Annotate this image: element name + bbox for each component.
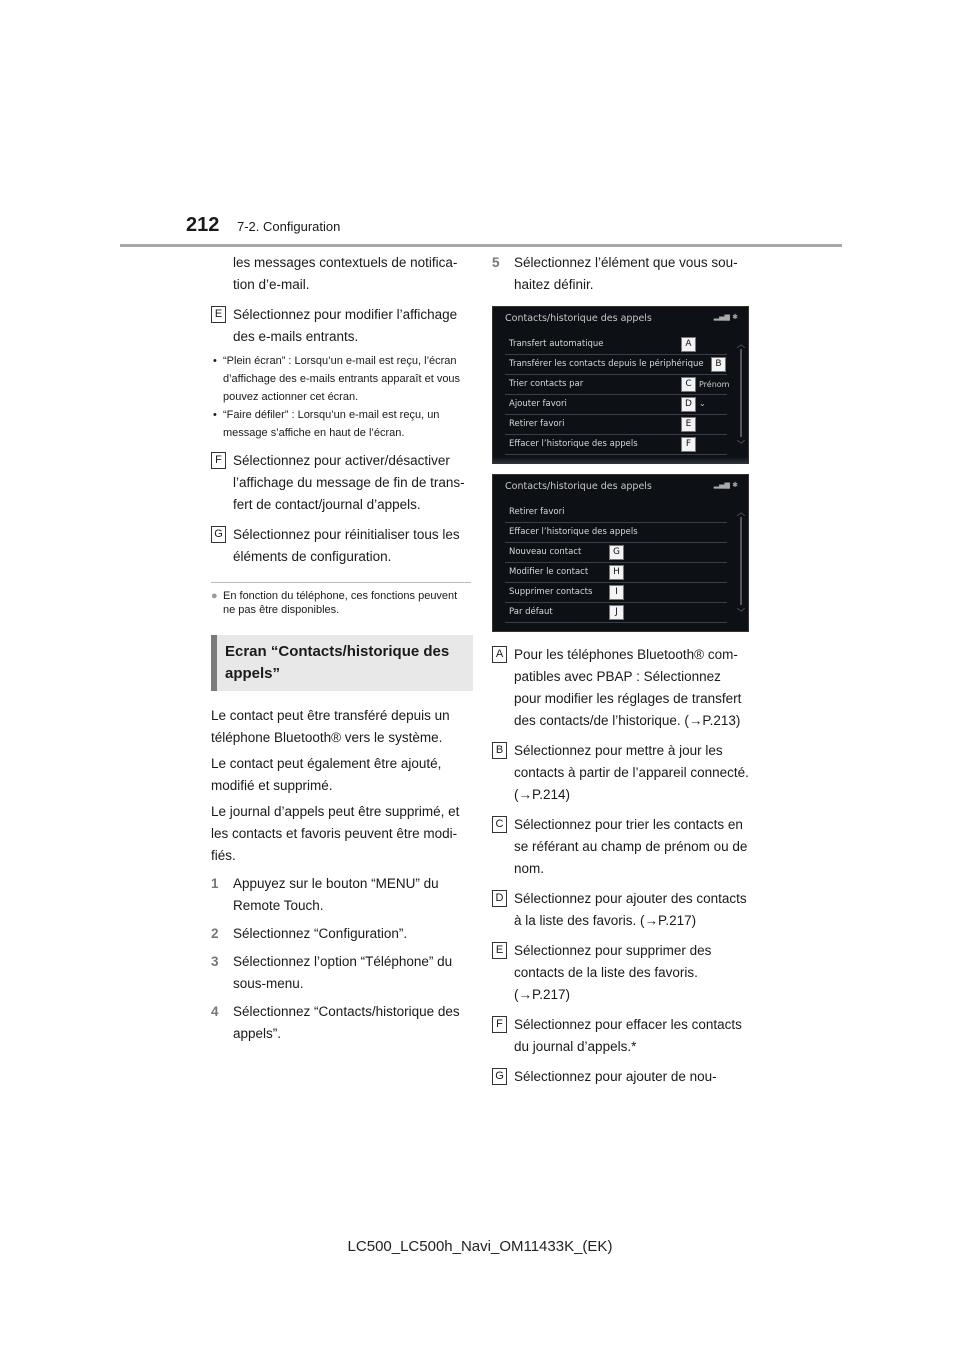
- step-4: [211, 1001, 471, 1045]
- callout-tag: H: [609, 565, 624, 580]
- item-a: [492, 644, 750, 732]
- chevron-down-icon[interactable]: ﹀: [737, 608, 745, 617]
- callout-tag: J: [609, 605, 624, 620]
- signal-bluetooth-icon: ▂▄▆ ✱: [713, 313, 738, 321]
- note: [211, 589, 471, 617]
- menu-row[interactable]: [505, 583, 727, 603]
- screen-bottom-bar: [493, 457, 748, 463]
- menu-row[interactable]: [505, 503, 727, 523]
- row-label: Par défaut: [509, 607, 553, 617]
- right-column: [492, 252, 750, 1088]
- callout-tag: F: [681, 437, 696, 452]
- label-d: D: [492, 890, 507, 907]
- item-g: [211, 524, 471, 568]
- step-text: Sélectionnez “Contacts/historique des appels”.: [233, 1004, 460, 1041]
- step-text: Sélectionnez “Configuration”.: [233, 926, 408, 941]
- callout-tag: G: [609, 545, 624, 560]
- step-5: [492, 252, 750, 296]
- screen-title: Contacts/historique des appels: [505, 313, 652, 324]
- left-column: [211, 252, 471, 1045]
- item-f-right: [492, 1014, 750, 1058]
- label-e: E: [492, 942, 507, 959]
- item-c-text: Sélectionnez pour trier les contacts en se référant au champ de prénom ou de nom.: [514, 817, 748, 876]
- label-g: G: [211, 526, 226, 543]
- menu-row[interactable]: [505, 335, 727, 355]
- item-b-text: Sélectionnez pour mettre à jour les contacts à partir de l’appareil connecté. (→P.214): [514, 743, 749, 802]
- item-d-text: Sélectionnez pour ajouter des contacts à la liste des favoris. (→P.217): [514, 891, 747, 928]
- bullet-item: • “Plein écran” : Lorsqu’un e-mail est reçu, l’écran d’affichage des e-mails entrants apparaît et vous pouvez actionner cet écran.: [211, 352, 471, 406]
- label-e: E: [211, 306, 226, 323]
- item-g-right: [492, 1066, 750, 1088]
- callout-tag: D: [681, 397, 696, 412]
- scrollbar[interactable]: [740, 517, 742, 605]
- step-2: [211, 923, 471, 945]
- screenshot-contacts-2: [492, 474, 749, 632]
- page-number: 212: [186, 214, 220, 236]
- note-block: [211, 582, 471, 617]
- item-d: [492, 888, 750, 932]
- item-e-text: Sélectionnez pour modifier l’affichage des e-mails entrants.: [233, 307, 458, 344]
- step-text: Appuyez sur le bouton “MENU” du Remote Touch.: [233, 876, 439, 913]
- label-f: F: [211, 452, 226, 469]
- row-label: Transfert automatique: [509, 339, 604, 349]
- label-c: C: [492, 816, 507, 833]
- step-1: [211, 873, 471, 917]
- callout-tag: I: [609, 585, 624, 600]
- callout-tag: B: [711, 357, 726, 372]
- menu-row[interactable]: [505, 355, 727, 375]
- row-label: Nouveau contact: [509, 547, 582, 557]
- bullet-item: • “Faire défiler” : Lorsqu’un e-mail est reçu, un message s’affiche en haut de l’écran.: [211, 406, 471, 442]
- row-label: Retirer favori: [509, 507, 565, 517]
- step-text: Sélectionnez l’option “Téléphone” du sous-menu.: [233, 954, 453, 991]
- item-g-text: Sélectionnez pour réinitialiser tous les éléments de configuration.: [233, 527, 460, 564]
- row-label: Effacer l’historique des appels: [509, 527, 638, 537]
- menu-row[interactable]: [505, 563, 727, 583]
- chevron-up-icon[interactable]: ︿: [737, 508, 745, 517]
- label-b: B: [492, 742, 507, 759]
- callout-tag: A: [681, 337, 696, 352]
- document-footer: LC500_LC500h_Navi_OM11433K_(EK): [347, 1238, 613, 1255]
- item-f: [211, 450, 471, 516]
- row-label: Transférer les contacts depuis le périphérique: [509, 359, 704, 369]
- row-label: Supprimer contacts: [509, 587, 593, 597]
- paragraph-1: Le contact peut être transféré depuis un téléphone Bluetooth® vers le système.: [211, 708, 450, 745]
- intro-text: les messages contextuels de notifica-tion d’e-mail.: [233, 255, 458, 292]
- note-text: En fonction du téléphone, ces fonctions peuvent ne pas être disponibles.: [223, 590, 458, 616]
- step-number: 5: [492, 255, 500, 270]
- row-label: Trier contacts par: [509, 379, 584, 389]
- label-g: G: [492, 1068, 507, 1085]
- callout-tag: C: [681, 377, 696, 392]
- item-b: [492, 740, 750, 806]
- sort-value[interactable]: Prénom ⌄: [699, 380, 730, 408]
- menu-row[interactable]: [505, 543, 727, 563]
- header-rule: [120, 244, 842, 247]
- screenshot-contacts-1: [492, 306, 749, 464]
- item-e-right-text: Sélectionnez pour supprimer des contacts de la liste des favoris. (→P.217): [514, 943, 712, 1002]
- menu-row[interactable]: [505, 395, 727, 415]
- section-title: 7-2. Configuration: [237, 219, 341, 234]
- row-label: Ajouter favori: [509, 399, 567, 409]
- paragraph-3: Le journal d’appels peut être supprimé, et les contacts et favoris peuvent être modi-fiés.: [211, 804, 460, 863]
- section-heading-box: Ecran “Contacts/historique des appels”: [211, 635, 473, 691]
- signal-bluetooth-icon: ▂▄▆ ✱: [713, 481, 738, 489]
- item-f-text: Sélectionnez pour activer/désactiver l’affichage du message de fin de trans-fert de contact/journal d’appels.: [233, 453, 465, 512]
- row-label: Modifier le contact: [509, 567, 589, 577]
- step-3: [211, 951, 471, 995]
- menu-row[interactable]: [505, 523, 727, 543]
- scrollbar[interactable]: [740, 349, 742, 437]
- row-label: Retirer favori: [509, 419, 565, 429]
- paragraph-2: Le contact peut également être ajouté, modifié et supprimé.: [211, 756, 442, 793]
- label-a: A: [492, 646, 507, 663]
- menu-row[interactable]: [505, 603, 727, 623]
- row-label: Effacer l’historique des appels: [509, 439, 638, 449]
- item-f-right-text: Sélectionnez pour effacer les contacts du journal d’appels.*: [514, 1017, 742, 1054]
- screen-title: Contacts/historique des appels: [505, 481, 652, 492]
- item-e-right: [492, 940, 750, 1006]
- bullet-list: [211, 352, 471, 442]
- step-number: 1: [211, 876, 219, 891]
- label-f: F: [492, 1016, 507, 1033]
- step-number: 3: [211, 954, 219, 969]
- step-number: 2: [211, 926, 219, 941]
- note-bullet-icon: ●: [211, 590, 218, 602]
- item-g-right-text: Sélectionnez pour ajouter de nou-: [514, 1069, 717, 1084]
- menu-row[interactable]: [505, 435, 727, 455]
- step-number: 4: [211, 1004, 219, 1019]
- item-e: [211, 304, 471, 348]
- callout-tag: E: [681, 417, 696, 432]
- item-c: [492, 814, 750, 880]
- chevron-down-icon[interactable]: ﹀: [737, 440, 745, 449]
- menu-row[interactable]: [505, 415, 727, 435]
- chevron-up-icon[interactable]: ︿: [737, 340, 745, 349]
- step-text: Sélectionnez l’élément que vous sou-haitez définir.: [514, 255, 738, 292]
- item-a-text: Pour les téléphones Bluetooth® com-patibles avec PBAP : Sélectionnez pour modifier les réglages de transfert des contacts/de l’historique. (→P.213): [514, 647, 742, 728]
